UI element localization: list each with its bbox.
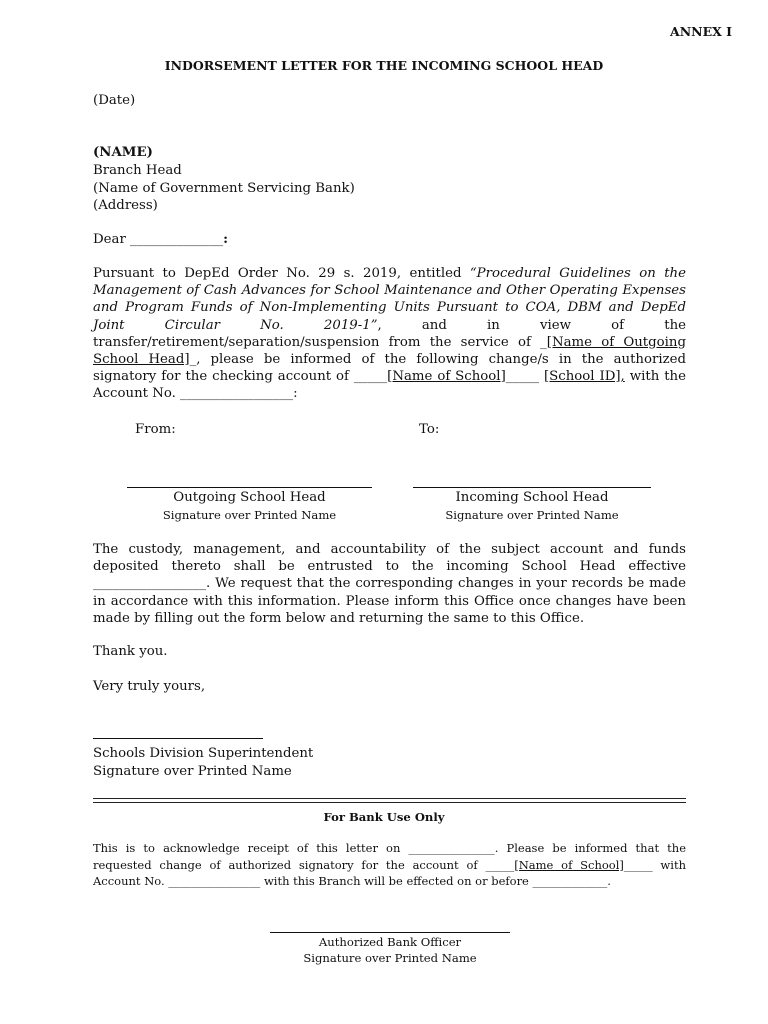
body1-text-2: , and in view of the transfer/retirement/separation/suspension from the service of _ xyxy=(93,317,686,350)
school-name-placeholder: [Name of School] xyxy=(387,369,506,385)
closing: Very truly yours, xyxy=(93,679,206,694)
bank-school-placeholder: [Name of School] xyxy=(514,857,624,872)
bank-text-1: This is to acknowledge receipt of this letter on _______________. Please be informed that the requested change of authorized signatory for the account of _____ xyxy=(93,841,686,872)
section-divider xyxy=(93,798,686,803)
incoming-signature-line xyxy=(413,487,651,488)
salutation-colon: : xyxy=(223,232,229,247)
from-label: From: xyxy=(135,422,176,437)
addressee-bank: (Name of Government Servicing Bank) xyxy=(93,181,355,196)
bank-paragraph xyxy=(93,840,686,890)
bank-officer-signature-line xyxy=(270,932,510,933)
document-title: INDORSEMENT LETTER FOR THE INCOMING SCHOOL HEAD xyxy=(164,58,604,73)
bank-officer-title: Authorized Bank Officer xyxy=(318,935,462,949)
body1-text-3: _, please be informed of the following change/s in the authorized signatory for the checking account of _____ xyxy=(93,352,686,385)
addressee-position: Branch Head xyxy=(93,163,182,178)
bank-use-heading: For Bank Use Only xyxy=(323,810,445,824)
salutation-text: Dear ______________ xyxy=(93,232,224,247)
annex-label: ANNEX I xyxy=(670,24,732,39)
body1-text-4: _____ xyxy=(505,369,544,385)
body-paragraph-2: The custody, management, and accountability of the subject account and funds deposited thereto shall be entrusted to the incoming School Head effective _________________. We request that the corresponding changes in your records be made in accordance with this information. Please inform this Office once changes have been made by filling out the form below and returning the same to this Office. xyxy=(93,542,686,626)
body1-text-5: with the Account No. _________________: xyxy=(93,369,686,402)
outgoing-signature-caption: Signature over Printed Name xyxy=(162,508,337,522)
bank-text-2: _____ with Account No. ________________ with this Branch will be effected on or before _____________. xyxy=(93,857,686,888)
date-placeholder: (Date) xyxy=(93,93,136,108)
to-label: To: xyxy=(419,422,440,437)
order-title: “Procedural Guidelines on the Management of Cash Advances for School Maintenance and Other Operating Expenses and Program Funds of Non-Implementing Units Pursuant to COA, DBM and DepEd Joint Circular No. 2019-1” xyxy=(93,266,686,333)
sds-title: Schools Division Superintendent xyxy=(93,746,314,761)
salutation xyxy=(93,232,228,247)
outgoing-caption: Outgoing School Head xyxy=(173,490,326,505)
incoming-signature-caption: Signature over Printed Name xyxy=(445,508,619,522)
addressee-address: (Address) xyxy=(93,198,158,213)
outgoing-signature-line xyxy=(127,487,372,488)
bank-officer-signature-caption: Signature over Printed Name xyxy=(303,951,477,965)
sds-signature-caption: Signature over Printed Name xyxy=(93,764,292,779)
outgoing-head-placeholder: [Name of Outgoing School Head] xyxy=(93,334,686,368)
addressee-name: (NAME) xyxy=(93,145,153,160)
sds-signature-line xyxy=(93,738,263,739)
body-paragraph-1 xyxy=(93,265,686,403)
thank-you: Thank you. xyxy=(93,644,168,659)
incoming-caption: Incoming School Head xyxy=(455,490,609,505)
school-id-placeholder: [School ID], xyxy=(543,369,625,385)
body1-text-1: Pursuant to DepEd Order No. 29 s. 2019, entitled xyxy=(93,266,470,281)
